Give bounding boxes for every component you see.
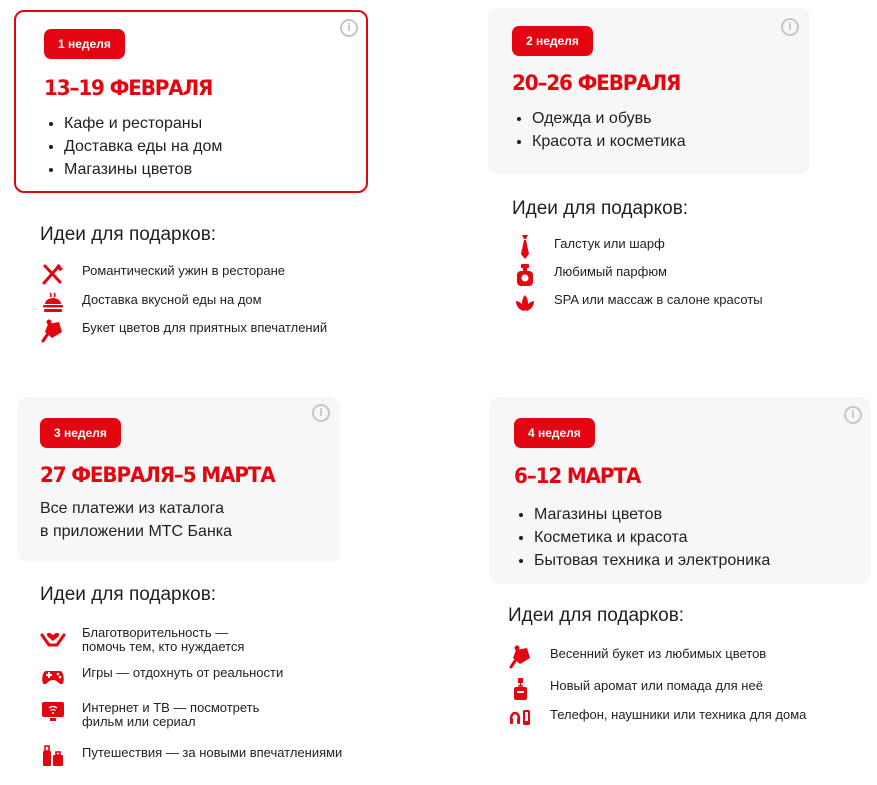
tie-icon bbox=[512, 234, 538, 260]
info-icon[interactable]: i bbox=[340, 19, 358, 37]
category-item: • Магазины цветов bbox=[534, 503, 770, 526]
category-item: • Бытовая техника и электроника bbox=[534, 549, 770, 572]
spring-bouquet-icon bbox=[508, 644, 534, 670]
food-delivery-icon bbox=[40, 290, 66, 316]
week-2-card[interactable] bbox=[488, 8, 810, 174]
tv-icon bbox=[40, 698, 66, 724]
category-item: • Красота и косметика bbox=[532, 130, 686, 153]
info-icon[interactable]: i bbox=[844, 406, 862, 424]
week-3-badge: 3 неделя bbox=[40, 418, 121, 448]
charity-hands-icon bbox=[40, 623, 66, 649]
week-2-badge: 2 неделя bbox=[512, 26, 593, 56]
week-4-badge: 4 неделя bbox=[514, 418, 595, 448]
week-3-description: Все платежи из каталога в приложении МТС Банка bbox=[40, 500, 233, 540]
category-item: • Доставка еды на дом bbox=[64, 135, 222, 158]
week-4-card[interactable] bbox=[490, 397, 870, 584]
week-1-ideas-title: Идеи для подарков: bbox=[40, 224, 217, 245]
week-3-dates: 27 ФЕВРАЛЯ–5 МАРТА bbox=[40, 463, 275, 487]
luggage-icon bbox=[40, 743, 66, 769]
info-icon[interactable]: i bbox=[781, 18, 799, 36]
perfume-icon bbox=[512, 262, 538, 288]
week-4-dates: 6–12 МАРТА bbox=[514, 464, 641, 488]
lipstick-perfume-icon bbox=[508, 676, 534, 702]
week-1-badge: 1 неделя bbox=[44, 29, 125, 59]
category-item: • Магазины цветов bbox=[64, 158, 222, 181]
info-icon[interactable]: i bbox=[312, 404, 330, 422]
week-2-ideas-title: Идеи для подарков: bbox=[512, 198, 689, 219]
lotus-icon bbox=[512, 290, 538, 316]
headphones-phone-icon bbox=[508, 705, 534, 731]
week-1-categories bbox=[44, 112, 222, 181]
category-item: • Одежда и обувь bbox=[532, 107, 686, 130]
week-2-categories bbox=[512, 107, 686, 153]
cutlery-icon bbox=[40, 261, 66, 287]
week-1-card[interactable] bbox=[14, 10, 368, 193]
week-4-categories bbox=[514, 503, 770, 572]
category-item: • Кафе и рестораны bbox=[64, 112, 222, 135]
week-3-card[interactable] bbox=[18, 397, 340, 562]
category-item: • Косметика и красота bbox=[534, 526, 770, 549]
week-2-dates: 20–26 ФЕВРАЛЯ bbox=[512, 71, 681, 95]
week-3-ideas-title: Идеи для подарков: bbox=[40, 584, 217, 605]
gamepad-icon bbox=[40, 663, 66, 689]
week-1-dates: 13–19 ФЕВРАЛЯ bbox=[44, 76, 213, 100]
flower-bouquet-icon bbox=[40, 318, 66, 344]
week-4-ideas-title: Идеи для подарков: bbox=[508, 605, 685, 626]
